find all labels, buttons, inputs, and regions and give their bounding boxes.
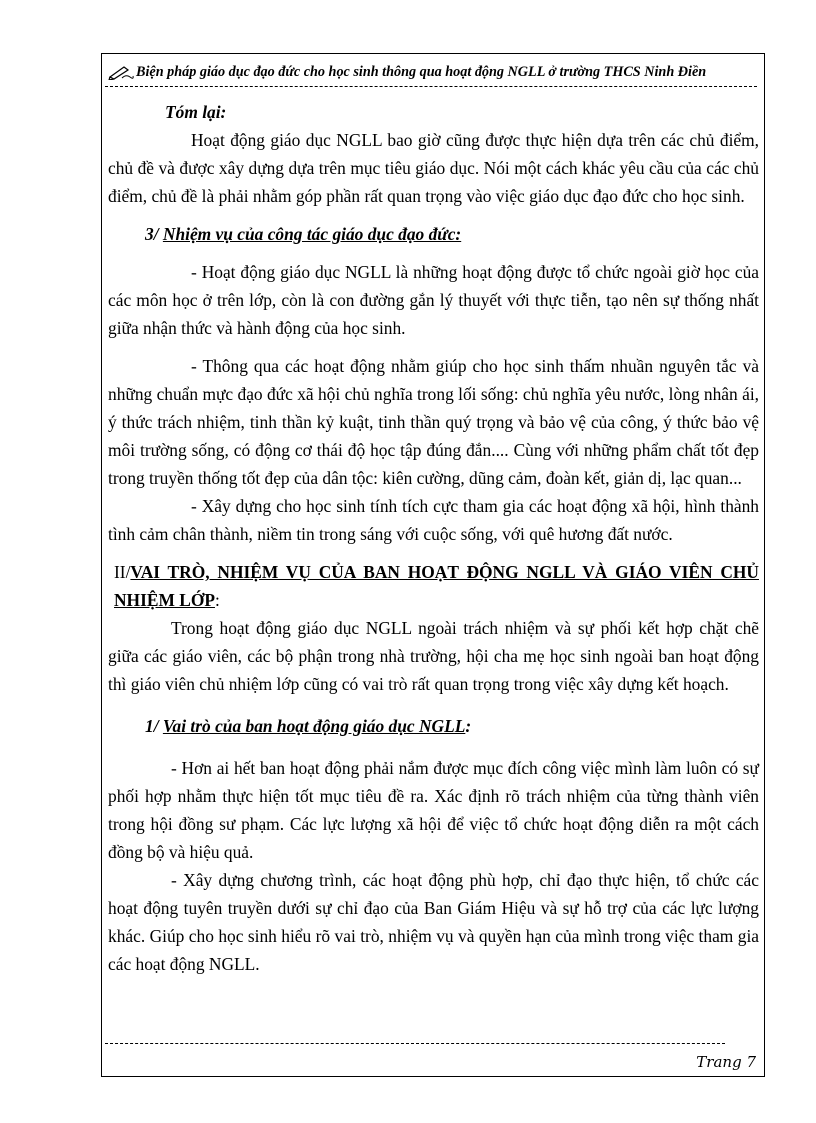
- section-1-paragraph-2: - Xây dựng chương trình, các hoạt động phù hợp, chỉ đạo thực hiện, tổ chức các hoạt động tuyên truyền dưới sự chỉ đạo của Ban Giám Hiệu và sự hỗ trợ của các lực lượng khác. Giúp cho học sinh hiểu rõ vai trò, nhiệm vụ và quyền hạn của mình trong việc tham gia các hoạt động NGLL.: [108, 870, 759, 974]
- section-1-heading: 1/ Vai trò của ban hoạt động giáo dục NGLL:: [145, 716, 472, 736]
- section-II-paragraph: Trong hoạt động giáo dục NGLL ngoài trách nhiệm và sự phối kết hợp chặt chẽ giữa các giáo viên, các bộ phận trong nhà trường, hội cha mẹ học sinh ngoài ban hoạt động thì giáo viên chủ nhiệm lớp cũng có vai trò rất quan trọng trong việc xây dựng kết hoạch.: [108, 618, 759, 694]
- pencil-writing-icon: [108, 64, 134, 80]
- section-II-heading: II/VAI TRÒ, NHIỆM VỤ CỦA BAN HOẠT ĐỘNG NGLL VÀ GIÁO VIÊN CHỦ NHIỆM LỚP:: [114, 562, 759, 610]
- section-1-paragraph-1: - Hơn ai hết ban hoạt động phải nắm được mục đích công việc mình làm luôn có sự phối hợp nhằm thực hiện tốt mục tiêu đề ra. Xác định rõ trách nhiệm của từng thành viên trong hội đồng sư phạm. Các lực lượng xã hội để việc tổ chức hoạt động diễn ra một cách đồng bộ và hiệu quả.: [108, 758, 759, 862]
- footer-divider: [105, 1043, 725, 1044]
- summary-paragraph: Hoạt động giáo dục NGLL bao giờ cũng được thực hiện dựa trên các chủ điểm, chủ đề và được xây dựng dựa trên mục tiêu giáo dục. Nói một cách khác yêu cầu của các chủ điểm, chủ đề là phải nhằm góp phần rất quan trọng vào việc giáo dục đạo đức cho học sinh.: [108, 130, 759, 206]
- section-3-paragraph-2: - Thông qua các hoạt động nhằm giúp cho học sinh thấm nhuần nguyên tắc và những chuẩn mực đạo đức xã hội chủ nghĩa trong lối sống: chủ nghĩa yêu nước, lòng nhân ái, ý thức trách nhiệm, tinh thần kỷ kuật, tinh thần quý trọng và bảo vệ của công, ý thức bảo vệ môi trường sống, có động cơ thái độ học tập đúng đắn.... Cùng với những phẩm chất tốt đẹp trong truyền thống tốt đẹp của dân tộc: kiên cường, dũng cảm, đoàn kết, giản dị, lạc quan...: [108, 356, 759, 488]
- section-3-paragraph-3: - Xây dựng cho học sinh tính tích cực tham gia các hoạt động xã hội, hình thành tình cảm chân thành, niềm tin trong sáng với cuộc sống, với quê hương đất nước.: [108, 496, 759, 544]
- document-body: [108, 98, 759, 978]
- running-header: [108, 60, 760, 84]
- summary-label: Tóm lại:: [165, 102, 227, 122]
- section-3-heading: 3/ Nhiệm vụ của công tác giáo dục đạo đức:: [145, 224, 462, 244]
- header-title: Biện pháp giáo dục đạo đức cho học sinh thông qua hoạt động NGLL ở trường THCS Ninh Điền: [136, 63, 707, 80]
- page-number: Trang 7: [696, 1053, 756, 1071]
- section-3-paragraph-1: - Hoạt động giáo dục NGLL là những hoạt động được tổ chức ngoài giờ học của các môn học ở trên lớp, còn là con đường gắn lý thuyết với thực tiễn, tạo nên sự thống nhất giữa nhận thức và hành động của học sinh.: [108, 262, 759, 338]
- header-divider: [105, 86, 757, 87]
